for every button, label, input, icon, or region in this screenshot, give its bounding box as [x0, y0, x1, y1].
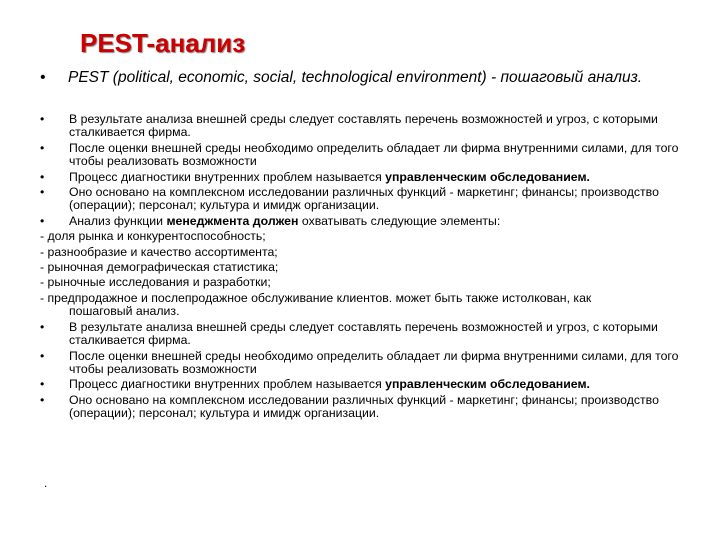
list-item — [40, 321, 680, 348]
subtitle — [40, 68, 710, 87]
dash-item — [40, 246, 680, 259]
list-item — [40, 394, 680, 421]
bullet-marker: • — [40, 392, 45, 407]
list-item-text: Оно основано на комплексном исследовании различных функций - маркетинг; финансы; производство (операции); персонал; культура и имидж организации. — [69, 392, 659, 421]
list-item-bold-text: управленческим обследованием. — [385, 169, 590, 184]
list-item — [40, 113, 680, 140]
list-item — [40, 350, 680, 377]
list-item — [40, 142, 680, 169]
list-item-text: Оно основано на комплексном исследовании различных функций - маркетинг; финансы; производство (операции); персонал; культура и имидж организации. — [69, 185, 659, 213]
dash-item — [40, 292, 680, 319]
dash-item — [40, 276, 680, 289]
list-item-text: Процесс диагностики внутренних проблем называется — [69, 169, 386, 184]
list-item-text: В результате анализа внешней среды следует составлять перечень возможностей и угроз, с которыми сталкивается фирма. — [69, 112, 658, 140]
bullet-marker: • — [40, 69, 46, 86]
list-item-text: В результате анализа внешней среды следует составлять перечень возможностей и угроз, с которыми сталкивается фирма. — [69, 319, 658, 348]
bullet-marker: • — [40, 169, 45, 184]
list-item — [40, 186, 680, 213]
list-item-text: Процесс диагностики внутренних проблем называется — [69, 377, 386, 392]
list-item — [40, 215, 680, 228]
list-item-text: Анализ функции — [69, 213, 167, 228]
stray-mark: . — [44, 476, 48, 490]
bullet-marker: • — [40, 348, 45, 363]
dash-item-text: - рыночные исследования и разработки; — [40, 275, 271, 290]
dash-item-continuation: пошаговый анализ. — [69, 304, 180, 319]
dash-item-text: - доля рынка и конкурентоспособность; — [40, 229, 266, 244]
bullet-marker: • — [40, 319, 45, 334]
bullet-marker: • — [40, 140, 45, 155]
dash-item — [40, 230, 680, 243]
list-item — [40, 378, 680, 391]
content-list — [40, 113, 680, 423]
bullet-marker: • — [40, 185, 45, 200]
list-item-text: охватывать следующие элементы: — [298, 213, 501, 228]
list-item-text: После оценки внешней среды необходимо определить обладает ли фирма внутренними силами, для того чтобы реализовать возможности — [69, 140, 679, 169]
list-item-bold-text: менеджмента должен — [166, 213, 299, 228]
dash-item-text: - предпродажное и послепродажное обслуживание клиентов. может быть также истолкован, как — [40, 290, 592, 305]
list-item-bold-text: управленческим обследованием. — [385, 377, 590, 392]
page-title: PEST-анализ — [80, 28, 246, 58]
subtitle-text: PEST (political, economic, social, technological environment) - пошаговый анализ. — [68, 69, 643, 86]
bullet-marker: • — [40, 213, 45, 228]
bullet-marker: • — [40, 112, 45, 126]
dash-item — [40, 261, 680, 274]
list-item-text: После оценки внешней среды необходимо определить обладает ли фирма внутренними силами, для того чтобы реализовать возможности — [69, 348, 679, 376]
dash-item-text: - рыночная демографическая статистика; — [40, 260, 279, 275]
list-item — [40, 171, 680, 184]
dash-item-text: - разнообразие и качество ассортимента; — [40, 244, 278, 259]
bullet-marker: • — [40, 377, 45, 392]
